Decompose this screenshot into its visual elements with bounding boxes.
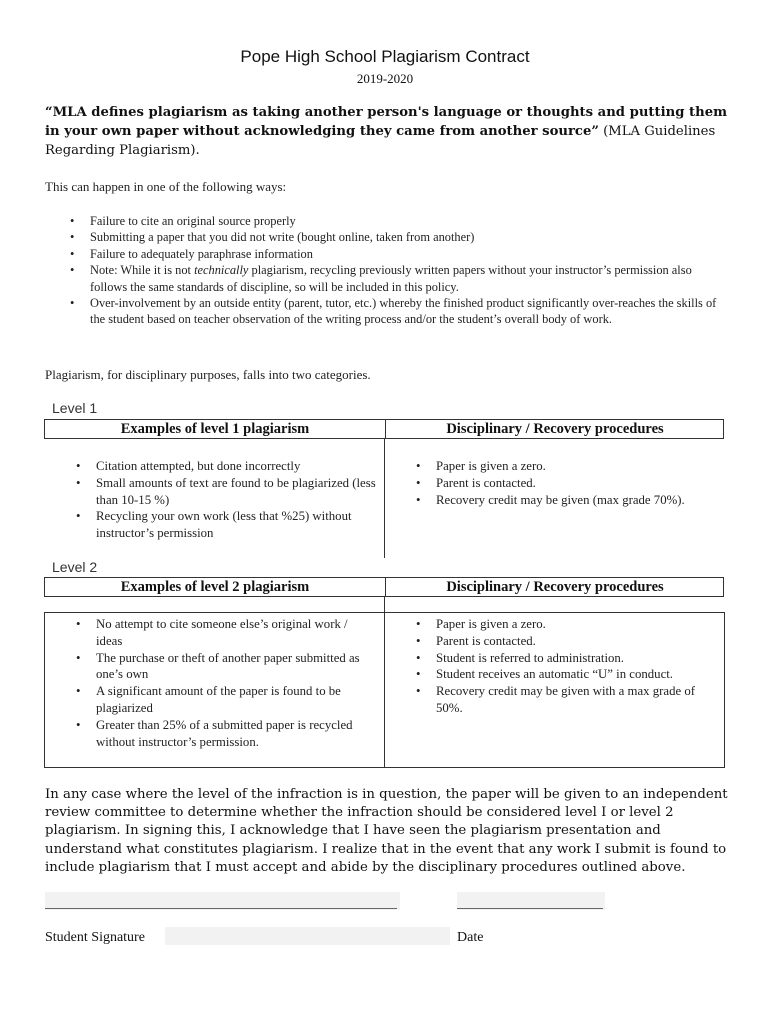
level-1-examples-list — [76, 458, 376, 542]
level-2-examples-header: Examples of level 2 plagiarism — [45, 578, 386, 596]
date-label: Date — [457, 930, 484, 945]
signature-label-shading — [165, 927, 450, 945]
list-item: • Paper is given a zero. — [416, 616, 721, 633]
list-item: • No attempt to cite someone else’s original work / ideas — [76, 616, 376, 650]
list-item — [70, 262, 720, 295]
list-item: • Citation attempted, but done incorrectly — [76, 458, 376, 475]
mla-quote — [45, 103, 735, 160]
mla-quote-text: “MLA defines plagiarism as taking another person's language or thoughts and putting them in your own paper without acknowledging they came from another source” — [45, 105, 728, 139]
level-1-label: Level 1 — [52, 400, 98, 416]
date-line[interactable] — [457, 896, 603, 909]
note-text-end: plagiarism, recycling previously written papers without your instructor’s permission also follows the same standards of discipline, so will be included in this policy. — [90, 263, 692, 294]
list-item: • Greater than 25% of a submitted paper is recycled without instructor’s permission. — [76, 717, 376, 751]
level-2-procedures-header: Disciplinary / Recovery procedures — [446, 579, 664, 595]
list-item: • Student is referred to administration. — [416, 650, 721, 667]
level-1-examples-header: Examples of level 1 plagiarism — [45, 420, 386, 438]
mla-quote-source: (MLA Guidelines Regarding Plagiarism). — [45, 124, 716, 158]
list-item: • Parent is contacted. — [416, 633, 721, 650]
list-item: • Paper is given a zero. — [416, 458, 706, 475]
level-2-label: Level 2 — [52, 559, 98, 575]
list-item: • The purchase or theft of another paper submitted as one’s own — [76, 650, 376, 684]
plagiarism-ways-list — [70, 213, 720, 328]
categories-text: Plagiarism, for disciplinary purposes, falls into two categories. — [45, 367, 371, 382]
list-item: • Recovery credit may be given (max grade 70%). — [416, 492, 706, 509]
list-item: • A significant amount of the paper is found to be plagiarized — [76, 683, 376, 717]
level-2-table-header — [44, 577, 724, 597]
list-item: • Failure to adequately paraphrase information — [70, 246, 720, 262]
document-title: Pope High School Plagiarism Contract — [240, 47, 530, 66]
level-2-spacer-divider — [384, 597, 385, 612]
level-1-procedures-list — [416, 458, 706, 508]
level-2-procedures-list — [416, 616, 721, 717]
note-emphasis: technically — [194, 263, 249, 278]
intro-text: This can happen in one of the following ways: — [45, 179, 287, 194]
level-2-column-divider — [384, 612, 385, 768]
list-item: • Parent is contacted. — [416, 475, 706, 492]
level-1-table-header — [44, 419, 724, 439]
note-text-start: Note: While it is not — [90, 263, 195, 278]
level-2-examples-list — [76, 616, 376, 750]
list-item: • Failure to cite an original source properly — [70, 213, 720, 229]
student-signature-line[interactable] — [45, 896, 397, 909]
list-item: • Recycling your own work (less that %25) without instructor’s permission — [76, 508, 376, 542]
level-1-procedures-header: Disciplinary / Recovery procedures — [446, 421, 664, 437]
level-1-column-divider — [384, 438, 385, 558]
school-year: 2019-2020 — [356, 71, 414, 86]
list-item: • Recovery credit may be given with a max grade of 50%. — [416, 683, 721, 717]
list-item: • Small amounts of text are found to be plagiarized (less than 10-15 %) — [76, 475, 376, 509]
list-item: • Over-involvement by an outside entity (parent, tutor, etc.) whereby the finished product significantly over-reaches the skills of the student based on teacher observation of the writing process and/or the student’s overall body of work. — [70, 295, 720, 328]
list-item: • Submitting a paper that you did not write (bought online, taken from another) — [70, 229, 720, 245]
closing-statement: In any case where the level of the infraction is in question, the paper will be given to an independent review committee to determine whether the infraction should be considered level I or level 2 plagiarism. In signing this, I acknowledge that I have seen the plagiarism presentation and understand what constitutes plagiarism. I realize that in the event that any work I submit is found to include plagiarism that I must accept and abide by the disciplinary procedures outlined above. — [45, 787, 728, 875]
list-item: • Student receives an automatic “U” in conduct. — [416, 666, 721, 683]
student-signature-label: Student Signature — [45, 930, 145, 945]
